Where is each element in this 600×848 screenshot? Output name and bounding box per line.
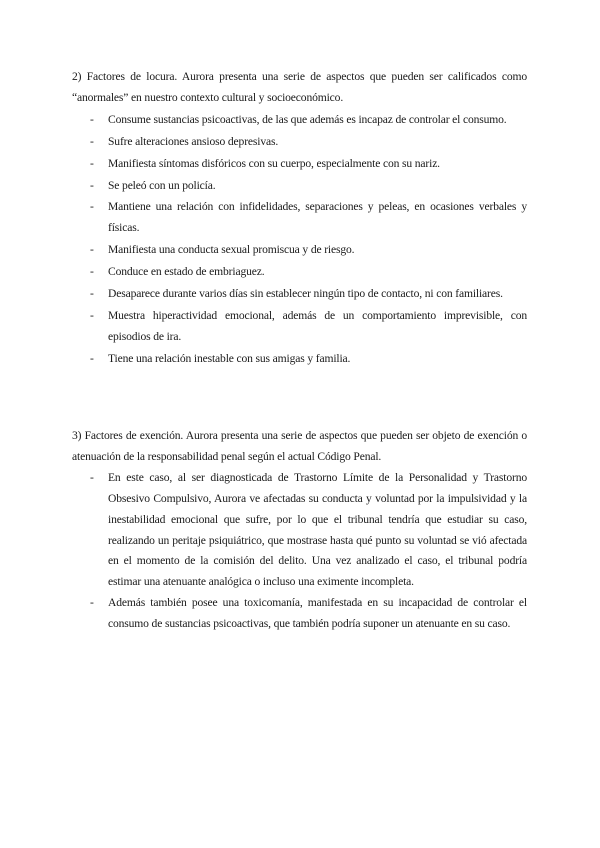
bullet-list-locura [72,110,527,370]
bullet-dash: - [90,178,94,192]
list-item-text: Muestra hiperactividad emocional, además de un comportamiento imprevisible, con episodios de ira. [108,308,527,343]
list-item-text: Manifiesta síntomas disfóricos con su cuerpo, especialmente con su nariz. [108,156,440,170]
list-item-text: Además también posee una toxicomanía, manifestada en su incapacidad de controlar el consumo de sustancias psicoactivas, que también podría suponer un atenuante en su caso. [108,596,527,631]
bullet-dash: - [90,156,94,170]
list-item-text: Conduce en estado de embriaguez. [108,265,265,279]
list-item-text: Mantiene una relación con infidelidades, separaciones y peleas, en ocasiones verbales y físicas. [108,200,527,235]
section-intro-locura: 2) Factores de locura. Aurora presenta una serie de aspectos que pueden ser calificados como “anormales” en nuestro contexto cultural y socioeconómico. [72,70,527,104]
list-item [72,284,527,305]
bullet-dash: - [90,351,94,365]
bullet-dash: - [90,287,94,301]
section-exencion [72,426,527,635]
bullet-dash: - [90,596,94,610]
list-item [72,197,527,239]
list-item [72,593,527,635]
list-item [72,154,527,175]
bullet-dash: - [90,243,94,257]
list-item-text: Se peleó con un policía. [108,178,216,192]
list-item [72,240,527,261]
list-item-text: En este caso, al ser diagnosticada de Trastorno Límite de la Personalidad y Trastorno Obsesivo Compulsivo, Aurora ve afectadas su conducta y voluntad por la impulsividad y la inestabilidad emocional que sufre, por lo que el tribunal tendría que estudiar su caso, realizando un peritaje psiquiátrico, que mostrase hasta qué punto su voluntad se vió afectada en el momento de la comisión del delito. Una vez analizado el caso, el tribunal podría estimar una atenuante analógica o incluso una eximente incompleta. [108,470,527,589]
list-item [72,110,527,131]
bullet-dash: - [90,134,94,148]
list-item-text: Desaparece durante varios días sin establecer ningún tipo de contacto, ni con familiares. [108,287,503,301]
bullet-dash: - [90,200,94,214]
list-item [72,132,527,153]
section-intro-exencion: 3) Factores de exención. Aurora presenta una serie de aspectos que pueden ser objeto de exención o atenuación de la responsabilidad penal según el actual Código Penal. [72,429,527,463]
list-item-text: Manifiesta una conducta sexual promiscua y de riesgo. [108,243,355,257]
list-item [72,262,527,283]
bullet-dash: - [90,470,94,484]
section-locura [72,67,527,370]
list-item [72,306,527,348]
list-item-text: Sufre alteraciones ansioso depresivas. [108,134,279,148]
bullet-dash: - [90,308,94,322]
list-item-text: Consume sustancias psicoactivas, de las que además es incapaz de controlar el consumo. [108,112,507,126]
list-item [72,176,527,197]
list-item-text: Tiene una relación inestable con sus amigas y familia. [108,351,351,365]
list-item [72,349,527,370]
list-item [72,468,527,593]
bullet-dash: - [90,265,94,279]
bullet-list-exencion [72,468,527,635]
bullet-dash: - [90,112,94,126]
